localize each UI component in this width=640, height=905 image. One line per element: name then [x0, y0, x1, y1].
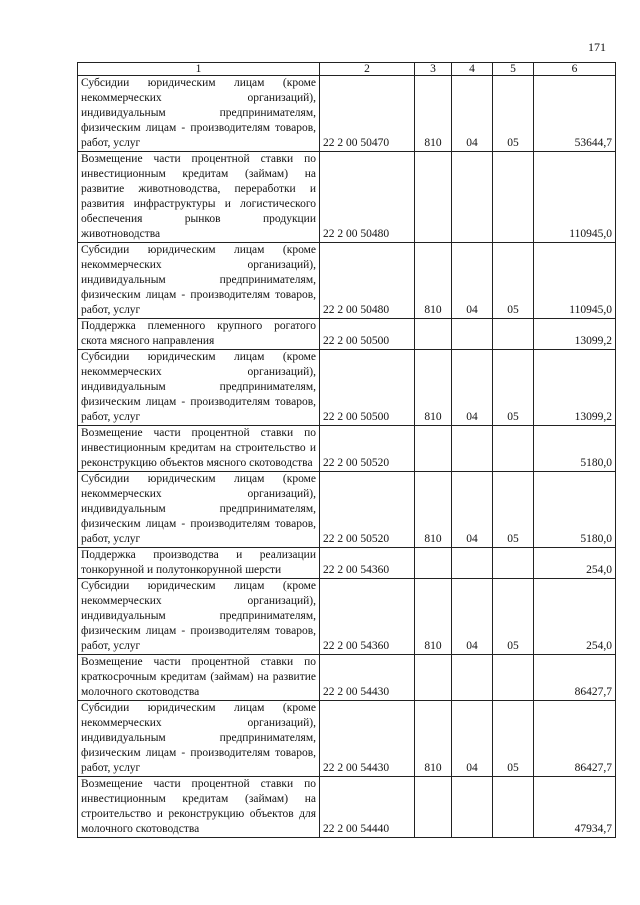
section-code: 04	[452, 76, 493, 152]
item-name: Возмещение части процентной ставки по инвестиционным кредитам (займам) на строительство и реконструкцию объектов для молочного скотоводства	[78, 777, 320, 838]
column-header: 4	[452, 63, 493, 76]
table-body	[78, 63, 616, 838]
expense-type-code: 810	[415, 350, 452, 426]
amount: 110945,0	[534, 152, 616, 243]
expense-type-code: 810	[415, 579, 452, 655]
table-row	[78, 701, 616, 777]
target-article-code: 22 2 00 54430	[320, 655, 415, 701]
subsection-code	[493, 548, 534, 579]
item-name: Субсидии юридическим лицам (кроме некоммерческих организаций), индивидуальным предпринимателям, физическим лицам - производителям товаров, работ, услуг	[78, 76, 320, 152]
section-code	[452, 426, 493, 472]
subsection-code: 05	[493, 701, 534, 777]
expense-type-code: 810	[415, 701, 452, 777]
column-header: 1	[78, 63, 320, 76]
target-article-code: 22 2 00 54440	[320, 777, 415, 838]
subsection-code	[493, 777, 534, 838]
budget-table	[77, 62, 616, 838]
target-article-code: 22 2 00 50470	[320, 76, 415, 152]
table-row	[78, 76, 616, 152]
item-name: Возмещение части процентной ставки по инвестиционным кредитам на строительство и реконструкцию объектов мясного скотоводства	[78, 426, 320, 472]
subsection-code: 05	[493, 579, 534, 655]
section-code: 04	[452, 350, 493, 426]
section-code: 04	[452, 701, 493, 777]
table-row	[78, 472, 616, 548]
expense-type-code	[415, 655, 452, 701]
target-article-code: 22 2 00 50500	[320, 319, 415, 350]
subsection-code: 05	[493, 76, 534, 152]
subsection-code	[493, 319, 534, 350]
table-row	[78, 777, 616, 838]
section-code	[452, 548, 493, 579]
item-name: Субсидии юридическим лицам (кроме некоммерческих организаций), индивидуальным предпринимателям, физическим лицам - производителям товаров, работ, услуг	[78, 243, 320, 319]
expense-type-code: 810	[415, 76, 452, 152]
amount: 5180,0	[534, 426, 616, 472]
item-name: Возмещение части процентной ставки по краткосрочным кредитам (займам) на развитие молочного скотоводства	[78, 655, 320, 701]
target-article-code: 22 2 00 54360	[320, 579, 415, 655]
target-article-code: 22 2 00 50500	[320, 350, 415, 426]
item-name: Возмещение части процентной ставки по инвестиционным кредитам (займам) на развитие животноводства, переработки и развития инфраструктуры и логистического обеспечения рынков продукции животноводства	[78, 152, 320, 243]
item-name: Поддержка племенного крупного рогатого скота мясного направления	[78, 319, 320, 350]
expense-type-code	[415, 319, 452, 350]
item-name: Субсидии юридическим лицам (кроме некоммерческих организаций), индивидуальным предпринимателям, физическим лицам - производителям товаров, работ, услуг	[78, 472, 320, 548]
page-number: 171	[588, 40, 606, 54]
section-code: 04	[452, 243, 493, 319]
item-name: Субсидии юридическим лицам (кроме некоммерческих организаций), индивидуальным предпринимателям, физическим лицам - производителям товаров, работ, услуг	[78, 579, 320, 655]
subsection-code	[493, 426, 534, 472]
column-header: 2	[320, 63, 415, 76]
amount: 254,0	[534, 548, 616, 579]
table-row	[78, 152, 616, 243]
table-row	[78, 319, 616, 350]
amount: 13099,2	[534, 319, 616, 350]
table-row	[78, 655, 616, 701]
item-name: Субсидии юридическим лицам (кроме некоммерческих организаций), индивидуальным предпринимателям, физическим лицам - производителям товаров, работ, услуг	[78, 701, 320, 777]
table-row	[78, 350, 616, 426]
section-code	[452, 152, 493, 243]
target-article-code: 22 2 00 50480	[320, 243, 415, 319]
amount: 13099,2	[534, 350, 616, 426]
section-code: 04	[452, 472, 493, 548]
amount: 5180,0	[534, 472, 616, 548]
subsection-code	[493, 655, 534, 701]
column-header: 5	[493, 63, 534, 76]
expense-type-code: 810	[415, 472, 452, 548]
amount: 110945,0	[534, 243, 616, 319]
target-article-code: 22 2 00 54360	[320, 548, 415, 579]
subsection-code: 05	[493, 472, 534, 548]
amount: 53644,7	[534, 76, 616, 152]
target-article-code: 22 2 00 50520	[320, 426, 415, 472]
amount: 86427,7	[534, 701, 616, 777]
section-code	[452, 777, 493, 838]
expense-type-code	[415, 548, 452, 579]
target-article-code: 22 2 00 50520	[320, 472, 415, 548]
table-header-row	[78, 63, 616, 76]
target-article-code: 22 2 00 54430	[320, 701, 415, 777]
expense-type-code	[415, 777, 452, 838]
section-code	[452, 655, 493, 701]
section-code	[452, 319, 493, 350]
table-row	[78, 426, 616, 472]
section-code: 04	[452, 579, 493, 655]
amount: 47934,7	[534, 777, 616, 838]
item-name: Поддержка производства и реализации тонкорунной и полутонкорунной шерсти	[78, 548, 320, 579]
expense-type-code: 810	[415, 243, 452, 319]
amount: 254,0	[534, 579, 616, 655]
column-header: 6	[534, 63, 616, 76]
column-header: 3	[415, 63, 452, 76]
amount: 86427,7	[534, 655, 616, 701]
target-article-code: 22 2 00 50480	[320, 152, 415, 243]
subsection-code: 05	[493, 350, 534, 426]
subsection-code	[493, 152, 534, 243]
table-row	[78, 243, 616, 319]
table-row	[78, 579, 616, 655]
subsection-code: 05	[493, 243, 534, 319]
expense-type-code	[415, 152, 452, 243]
item-name: Субсидии юридическим лицам (кроме некоммерческих организаций), индивидуальным предпринимателям, физическим лицам - производителям товаров, работ, услуг	[78, 350, 320, 426]
expense-type-code	[415, 426, 452, 472]
table-row	[78, 548, 616, 579]
